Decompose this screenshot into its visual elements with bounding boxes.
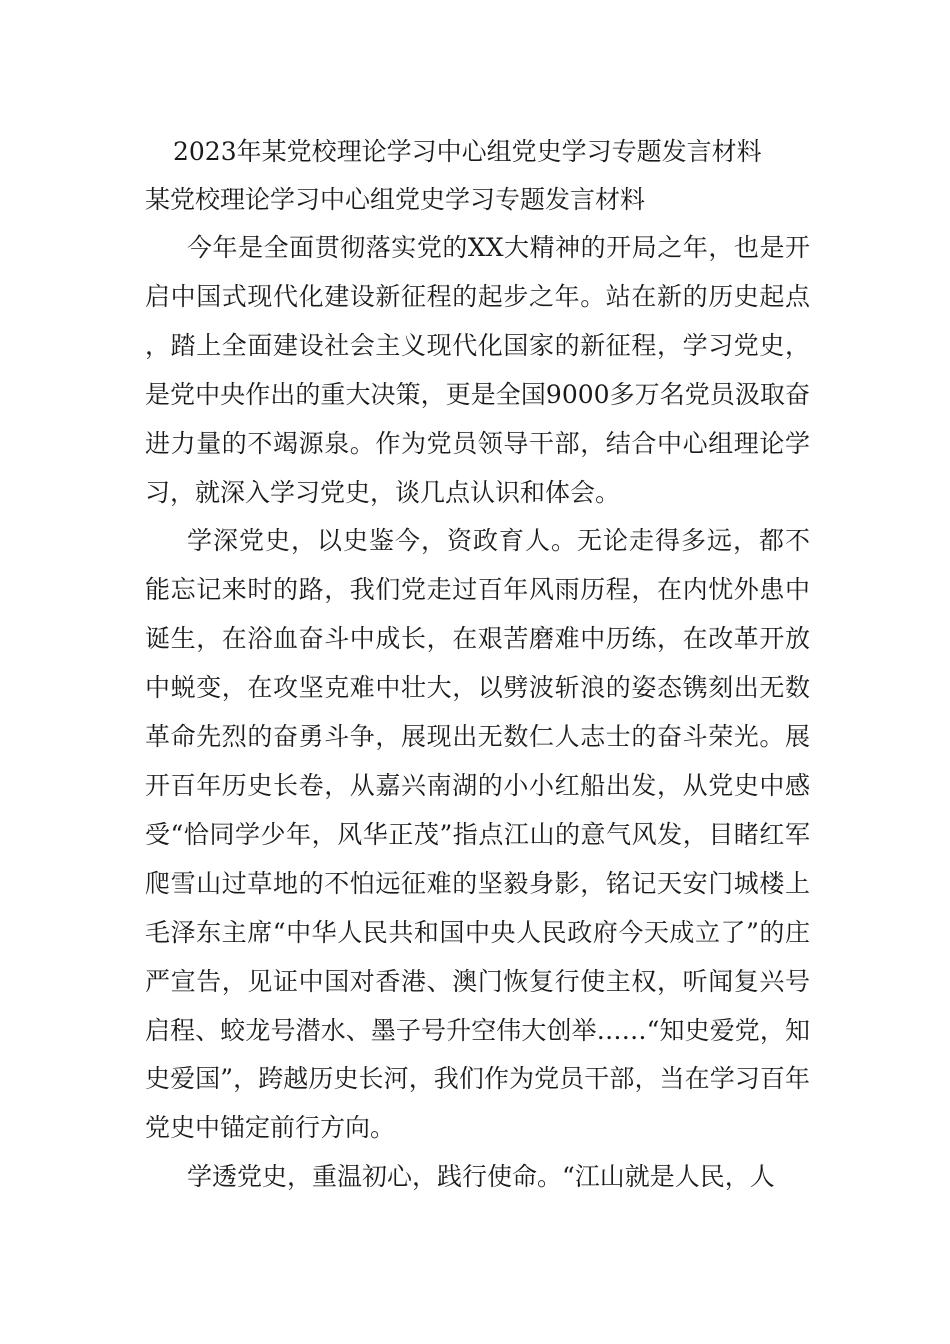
- paragraph-intro: 今年是全面贯彻落实党的XX大精神的开局之年，也是开启中国式现代化建设新征程的起步之年。站在新的历史起点，踏上全面建设社会主义现代化国家的新征程，学习党史，是党中央作出的重大决策，更是全国9000多万名党员汲取奋进力量的不竭源泉。作为党员领导干部，结合中心组理论学习，就深入学习党史，谈几点认识和体会。: [145, 233, 810, 507]
- paragraph-study-history: 学深党史，以史鉴今，资政育人。无论走得多远，都不能忘记来时的路，我们党走过百年风雨历程，在内忧外患中诞生，在浴血奋斗中成长，在艰苦磨难中历练，在改革开放中蜕变，在攻坚克难中壮大，以劈波斩浪的姿态镌刻出无数革命先烈的奋勇斗争，展现出无数仁人志士的奋斗荣光。展开百年历史长卷，从嘉兴南湖的小小红船出发，从党史中感受“恰同学少年，风华正茂”指点江山的意气风发，目睹红军爬雪山过草地的不怕远征难的坚毅身影，铭记天安门城楼上毛泽东主席“中华人民共和国中央人民政府今天成立了”的庄严宣告，见证中国对香港、澳门恢复行使主权，听闻复兴号启程、蛟龙号潜水、墨子号升空伟大创举……“知史爱党，知史爱国”，跨越历史长河，我们作为党员干部，当在学习百年党史中锚定前行方向。: [145, 526, 810, 1143]
- document-subtitle: 某党校理论学习中心组党史学习专题发言材料: [145, 185, 646, 214]
- document-title: 2023年某党校理论学习中心组党史学习专题发言材料: [173, 137, 762, 166]
- document-body: [145, 128, 810, 1202]
- paragraph-original-mission: 学透党史，重温初心，践行使命。“江山就是人民，人: [187, 1162, 775, 1192]
